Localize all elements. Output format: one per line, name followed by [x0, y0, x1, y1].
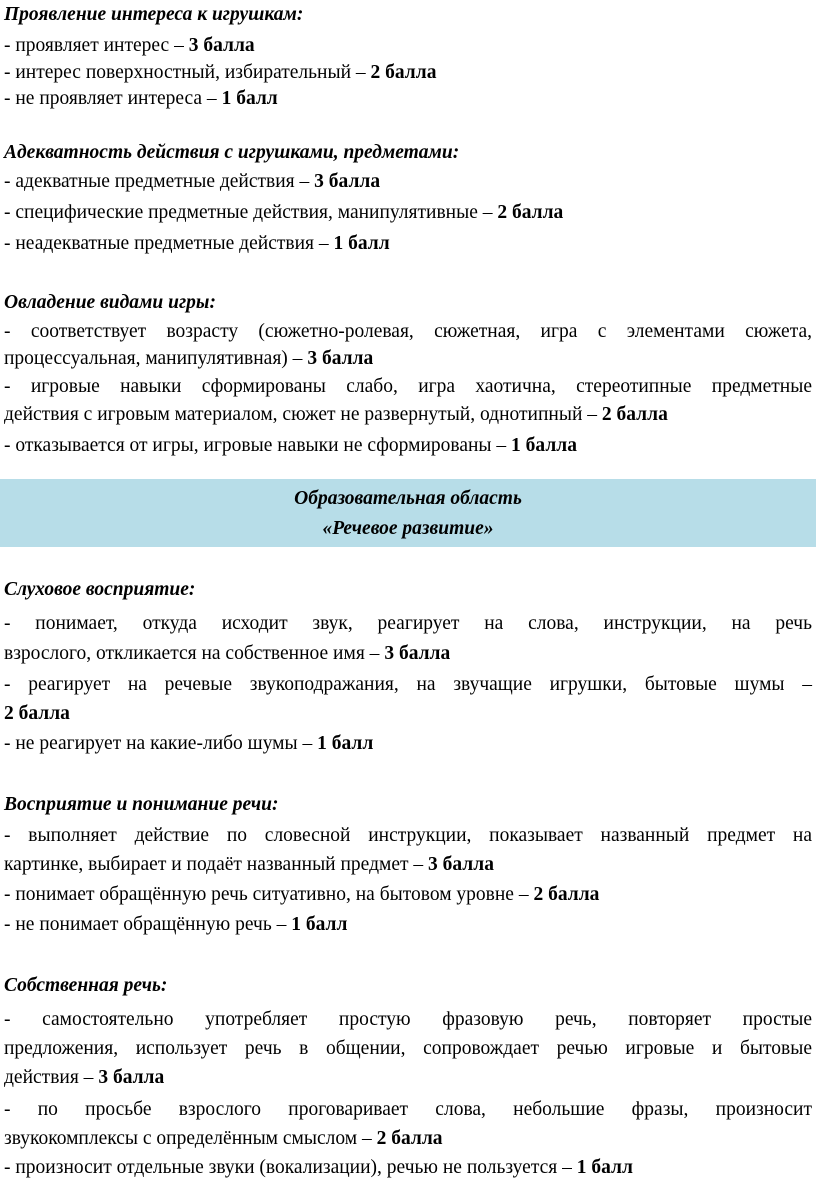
list-item-continuation	[4, 405, 668, 425]
list-item: - самостоятельно употребляет простую фразовую речь, повторяет простые	[4, 1009, 812, 1030]
item-score: 2 балла	[533, 884, 600, 905]
section-title-speech-comprehension: Восприятие и понимание речи:	[4, 794, 279, 815]
list-item	[4, 734, 373, 754]
item-text: действия –	[4, 1067, 99, 1088]
list-item: - игровые навыки сформированы слабо, игра хаотична, стереотипные предметные	[4, 376, 812, 397]
item-text: - интерес поверхностный, избирательный –	[4, 62, 371, 83]
item-text: процессуальная, манипулятивная) –	[4, 348, 308, 369]
list-item	[4, 885, 599, 905]
list-item	[4, 915, 347, 935]
item-text: - не проявляет интереса –	[4, 88, 222, 109]
item-text: - произносит отдельные звуки (вокализации), речью не пользуется –	[4, 1157, 577, 1178]
list-item	[4, 89, 278, 109]
section-title-play-types: Овладение видами игры:	[4, 292, 216, 313]
section-title-toy-interest: Проявление интереса к игрушкам:	[4, 4, 304, 25]
list-item: - по просьбе взрослого проговаривает слова, небольшие фразы, произносит	[4, 1099, 812, 1120]
list-item	[4, 436, 577, 456]
list-item: - реагирует на речевые звукоподражания, на звучащие игрушки, бытовые шумы –	[4, 674, 812, 695]
item-text: - проявляет интерес –	[4, 35, 189, 56]
item-score: 1 балл	[333, 233, 390, 254]
item-text: - отказывается от игры, игровые навыки не сформированы –	[4, 435, 512, 456]
item-text: - не реагирует на какие-либо шумы –	[4, 733, 318, 754]
list-item: - выполняет действие по словесной инструкции, показывает названный предмет на	[4, 825, 812, 846]
list-item	[4, 234, 390, 254]
list-item-continuation	[4, 855, 494, 875]
section-title-own-speech: Собственная речь:	[4, 975, 168, 996]
item-text: звукокомплексы с определённым смыслом –	[4, 1128, 377, 1149]
list-item: - понимает, откуда исходит звук, реагирует на слова, инструкции, на речь	[4, 613, 812, 634]
item-text: действия с игровым материалом, сюжет не развернутый, однотипный –	[4, 404, 602, 425]
section-title-auditory-perception: Слуховое восприятие:	[4, 579, 196, 600]
list-item: - соответствует возрасту (сюжетно-ролевая, сюжетная, игра с элементами сюжета,	[4, 321, 812, 342]
item-text: взрослого, откликается на собственное имя –	[4, 643, 385, 664]
item-score: 3 балла	[307, 348, 374, 369]
list-item	[4, 1158, 633, 1178]
item-score: 1 балл	[576, 1157, 633, 1178]
list-item-continuation	[4, 1129, 443, 1149]
item-score: 2 балла	[376, 1128, 443, 1149]
item-text: - адекватные предметные действия –	[4, 171, 315, 192]
list-item-continuation	[4, 1068, 164, 1088]
banner-line-2: «Речевое развитие»	[322, 518, 494, 539]
section-title-adequacy: Адекватность действия с игрушками, предметами:	[4, 142, 460, 163]
education-area-banner	[0, 479, 816, 547]
item-score: 1 балл	[317, 733, 374, 754]
item-score: 3 балла	[188, 35, 255, 56]
item-text: - понимает обращённую речь ситуативно, на бытовом уровне –	[4, 884, 534, 905]
item-score: 2 балла	[497, 202, 564, 223]
item-text: - не понимает обращённую речь –	[4, 914, 292, 935]
list-item-continuation	[4, 349, 373, 369]
list-item	[4, 36, 255, 56]
item-text: картинке, выбирает и подаёт названный предмет –	[4, 854, 429, 875]
banner-line-1: Образовательная область	[294, 488, 522, 509]
item-text: - неадекватные предметные действия –	[4, 233, 334, 254]
item-score: 2 балла	[370, 62, 437, 83]
item-score: 1 балл	[221, 88, 278, 109]
list-item-continuation	[4, 644, 450, 664]
item-score: 3 балла	[98, 1067, 165, 1088]
item-score: 3 балла	[384, 643, 451, 664]
item-text: - специфические предметные действия, манипулятивные –	[4, 202, 498, 223]
list-item	[4, 63, 436, 83]
item-score: 3 балла	[428, 854, 494, 875]
item-score: 3 балла	[314, 171, 381, 192]
item-score: 2 балла	[4, 703, 70, 724]
item-score: 2 балла	[601, 404, 668, 425]
list-item	[4, 203, 563, 223]
list-item	[4, 172, 380, 192]
item-score: 1 балла	[511, 435, 577, 456]
item-score: 1 балл	[291, 914, 348, 935]
list-item-continuation: предложения, использует речь в общении, сопровождает речью игровые и бытовые	[4, 1038, 812, 1059]
